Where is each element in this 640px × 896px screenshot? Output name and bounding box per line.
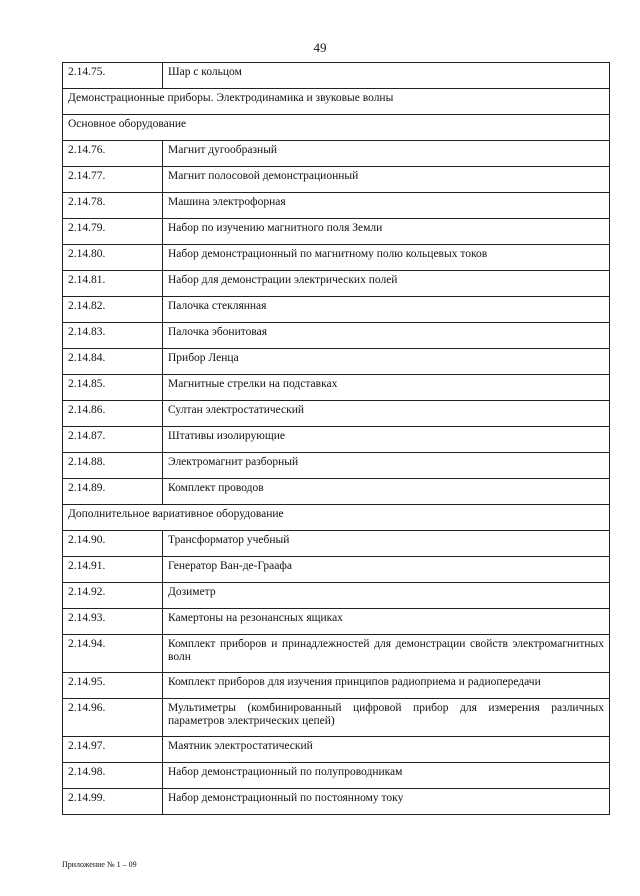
item-name: Штативы изолирующие [163,427,610,453]
table-row [63,193,610,219]
item-code: 2.14.81. [63,271,163,297]
table-row [63,737,610,763]
table-row [63,789,610,815]
item-code: 2.14.95. [63,673,163,699]
table-row [63,609,610,635]
table-row [63,219,610,245]
item-code: 2.14.75. [63,63,163,89]
table-row [63,297,610,323]
table-row [63,531,610,557]
table-row [63,427,610,453]
table-row [63,349,610,375]
section-header-row [63,505,610,531]
item-code: 2.14.84. [63,349,163,375]
item-code: 2.14.77. [63,167,163,193]
item-name: Камертоны на резонансных ящиках [163,609,610,635]
item-name: Набор демонстрационный по постоянному току [163,789,610,815]
item-name: Трансформатор учебный [163,531,610,557]
item-name: Электромагнит разборный [163,453,610,479]
item-name: Палочка эбонитовая [163,323,610,349]
item-code: 2.14.90. [63,531,163,557]
item-code: 2.14.96. [63,699,163,737]
table-row [63,699,610,737]
table-row [63,141,610,167]
table-row [63,401,610,427]
item-code: 2.14.83. [63,323,163,349]
table-row [63,245,610,271]
item-code: 2.14.76. [63,141,163,167]
table-row [63,673,610,699]
item-code: 2.14.82. [63,297,163,323]
item-code: 2.14.91. [63,557,163,583]
item-name: Набор по изучению магнитного поля Земли [163,219,610,245]
item-code: 2.14.98. [63,763,163,789]
item-code: 2.14.97. [63,737,163,763]
page-number: 49 [313,40,327,55]
table-row [63,271,610,297]
item-name: Набор демонстрационный по полупроводникам [163,763,610,789]
item-code: 2.14.88. [63,453,163,479]
table-row [63,635,610,673]
item-name: Прибор Ленца [163,349,610,375]
item-code: 2.14.99. [63,789,163,815]
section-header-row [63,115,610,141]
table-row [63,375,610,401]
table-row [63,323,610,349]
item-code: 2.14.79. [63,219,163,245]
item-name: Магнит полосовой демонстрационный [163,167,610,193]
item-code: 2.14.89. [63,479,163,505]
item-name: Генератор Ван-де-Граафа [163,557,610,583]
item-name: Магнитные стрелки на подставках [163,375,610,401]
table-row [63,63,610,89]
table-row [63,583,610,609]
item-code: 2.14.87. [63,427,163,453]
item-name: Дозиметр [163,583,610,609]
item-name: Магнит дугообразный [163,141,610,167]
item-name: Набор демонстрационный по магнитному полю кольцевых токов [163,245,610,271]
section-header-text: Демонстрационные приборы. Электродинамика и звуковые волны [63,89,610,115]
table-row [63,453,610,479]
table-row [63,763,610,789]
item-code: 2.14.93. [63,609,163,635]
item-name: Комплект приборов для изучения принципов радиоприема и радиопередачи [163,673,610,699]
table-row [63,479,610,505]
item-name: Султан электростатический [163,401,610,427]
item-name: Палочка стеклянная [163,297,610,323]
section-header-row [63,89,610,115]
item-code: 2.14.86. [63,401,163,427]
item-name: Шар с кольцом [163,63,610,89]
item-code: 2.14.94. [63,635,163,673]
table-row [63,557,610,583]
page-footer: Приложение № 1 – 09 [62,860,137,869]
item-name: Мультиметры (комбинированный цифровой прибор для измерения различных параметров электрических цепей) [163,699,610,737]
section-header-text: Дополнительное вариативное оборудование [63,505,610,531]
item-code: 2.14.80. [63,245,163,271]
item-name: Машина электрофорная [163,193,610,219]
item-code: 2.14.85. [63,375,163,401]
equipment-table [62,62,610,815]
item-name: Набор для демонстрации электрических полей [163,271,610,297]
item-name: Маятник электростатический [163,737,610,763]
equipment-table-body [63,63,610,815]
table-row [63,167,610,193]
item-code: 2.14.92. [63,583,163,609]
section-header-text: Основное оборудование [63,115,610,141]
item-name: Комплект приборов и принадлежностей для демонстрации свойств электромагнитных волн [163,635,610,673]
item-name: Комплект проводов [163,479,610,505]
item-code: 2.14.78. [63,193,163,219]
